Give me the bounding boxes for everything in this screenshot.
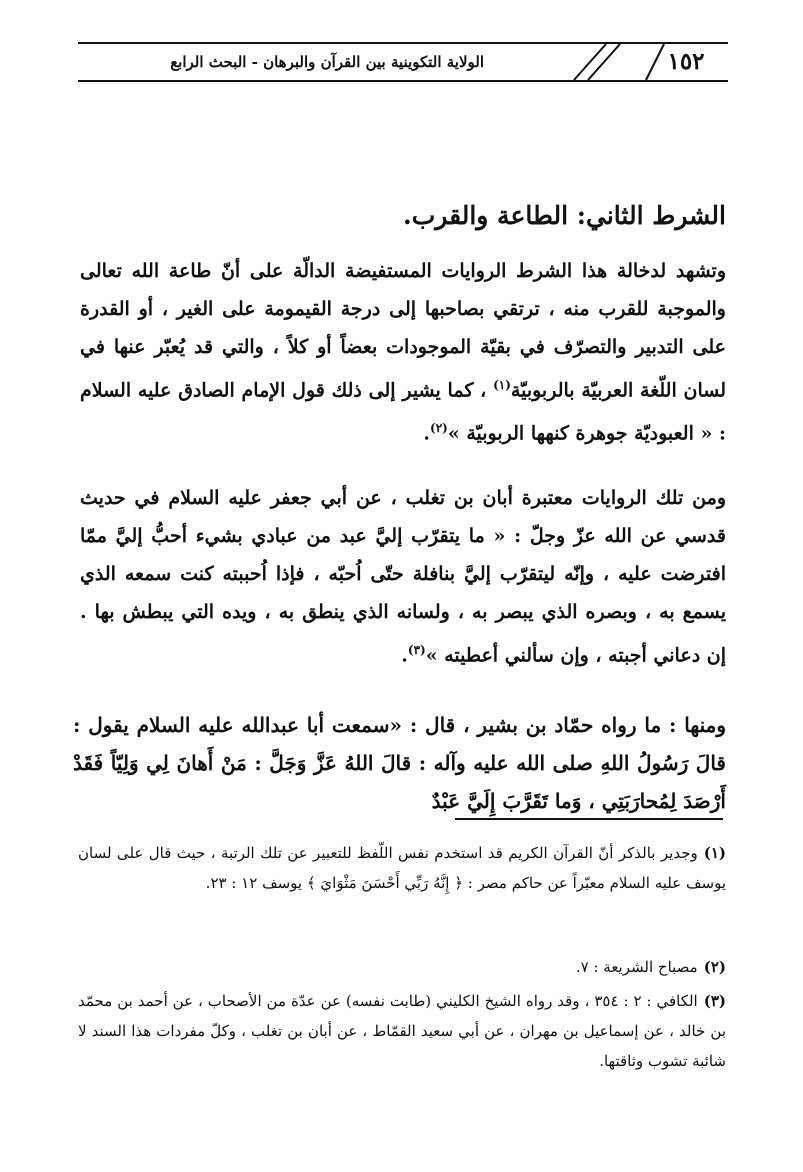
- footnote-2-text: مصباح الشريعة : ٧.: [575, 958, 698, 976]
- section-heading: الشرط الثاني: الطاعة والقرب.: [403, 201, 726, 230]
- paragraph-3: [73, 706, 726, 820]
- paragraph-2-text: ومن تلك الروايات معتبرة أبان بن تغلب ، عن أبي جعفر عليه السلام في حديث قدسي عن الله عزّ وجلّ : « ما يتقرّب إليَّ عبد من عبادي بشيء أحبُّ إليَّ ممّا افترضت عليه ، وإنّه ليتقرّب إليَّ بنافلة حتّى اُحبّه ، فإذا اُحببته كنت سمعه الذي يسمع به ، وبصره الذي يبصر به ، ولسانه الذي ينطق به ، ويده التي يبطش بها . إن دعاني أجبته ، وإن سألني أعطيته »: [80, 487, 726, 667]
- footnote-ref-3: (٣): [407, 643, 426, 657]
- page-number: ١٥٢: [667, 48, 705, 75]
- footnote-ref-1: (١): [493, 378, 511, 392]
- footnote-1-number: (١): [703, 844, 726, 862]
- paragraph-1: [80, 252, 726, 453]
- header-divider-ornament: [560, 42, 670, 82]
- footnote-1-text: وجدير بالذكر أنّ القرآن الكريم قد استخدم نفس اللّفظ للتعبير عن تلك الرتبة ، حيث قال على لسان يوسف عليه السلام معبّراً عن حاكم مصر : ﴿ إِنَّهُ رَبِّي أَحْسَنَ مَثْوَايَ ﴾ يوسف ١٢ : ٢٣.: [78, 844, 726, 892]
- paragraph-1-end: .: [423, 422, 431, 445]
- paragraph-2: [80, 479, 726, 674]
- footnote-2-number: (٢): [703, 958, 726, 976]
- paragraph-1-text: وتشهد لدخالة هذا الشرط الروايات المستفيضة الدالّة على أنّ طاعة الله تعالى والموجبة للقرب منه ، ترتقي بصاحبها إلى درجة القيمومة على الغير ، أو القدرة على التدبير والتصرّف في بقيّة الموجودات بعضاً أو كلاً ، والتي قد يُعبّر عنها في لسان اللّغة العربيّة بالربوبيّة: [80, 260, 727, 402]
- footnote-separator: [455, 818, 723, 820]
- running-header-title: الولاية التكوينية بين القرآن والبرهان - البحث الرابع: [170, 53, 484, 71]
- footnote-3-number: (٣): [703, 992, 727, 1010]
- footnote-2: [78, 952, 726, 982]
- footnote-ref-2: (٢): [430, 421, 448, 436]
- footnote-1: [78, 838, 726, 898]
- paragraph-1-continued: ، كما يشير إلى ذلك قول الإمام الصادق عليه السلام : « العبوديّة جوهرة كنهها الربوبيّة »: [80, 379, 726, 445]
- footnote-3: [78, 986, 726, 1076]
- paragraph-2-end: .: [401, 644, 408, 667]
- footnote-3-text: الكافي : ٢ : ٣٥٤ ، وقد رواه الشيخ الكليني (طابت نفسه) عن عدّة من الأصحاب ، عن أحمد بن محمّد بن خالد ، عن إسماعيل بن مهران ، عن أبي سعيد القمّاط ، عن أبان بن تغلب ، وكلّ مفردات هذا السند لا شائبة تشوب وثاقتها.: [78, 992, 726, 1070]
- paragraph-3-text: ومنها : ما رواه حمّاد بن بشير ، قال : «سمعت أبا عبدالله عليه السلام يقول : قالَ رَسُولُ اللهِ صلى الله عليه وآله : قالَ اللهُ عَزَّ وَجَلَّ : مَنْ أَهانَ لِي وَلِيّاً فَقَدْ أَرْصَدَ لِمُحارَبَتِي ، وَما تَقَرَّبَ إِلَيَّ عَبْدٌ: [73, 713, 726, 813]
